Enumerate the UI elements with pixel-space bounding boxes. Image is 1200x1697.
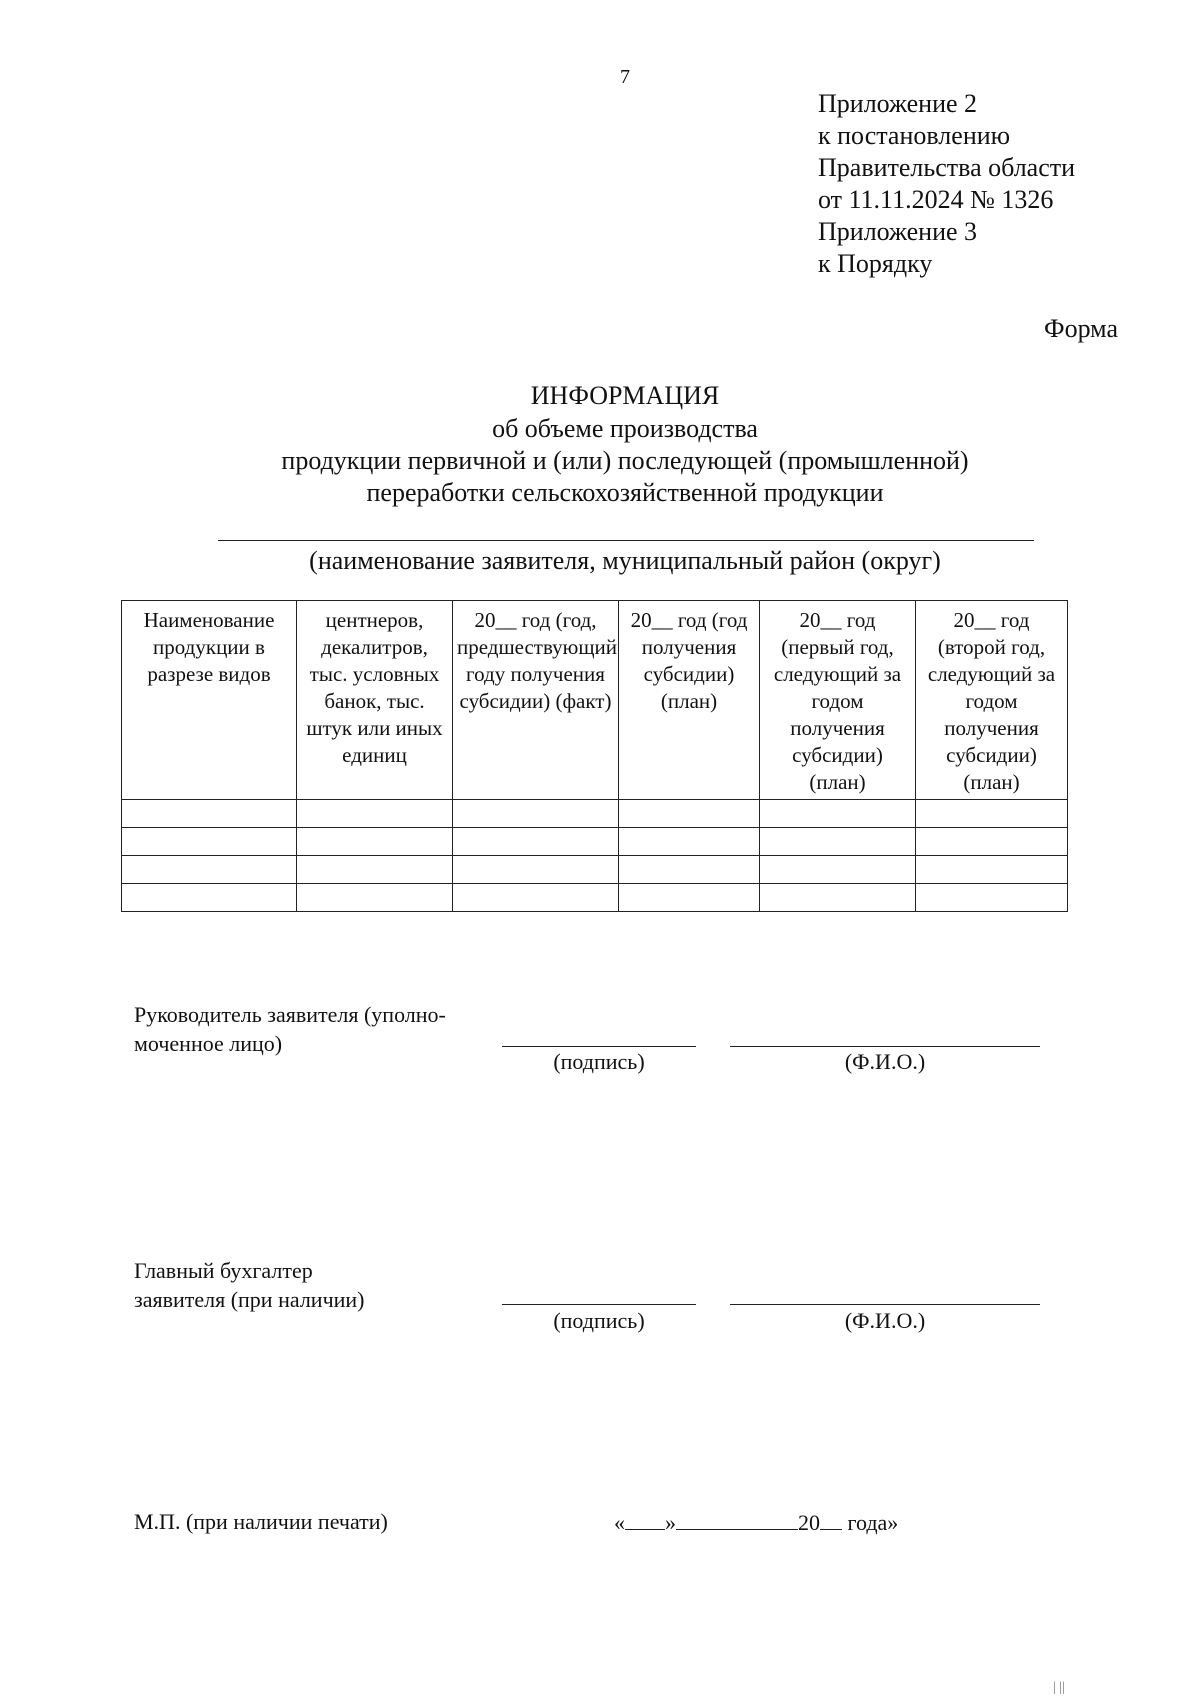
table-cell[interactable]: [619, 800, 760, 828]
table-cell[interactable]: [916, 800, 1068, 828]
column-header: Наименование продукции в разрезе видов: [122, 601, 297, 800]
year-suffix: года»: [842, 1510, 899, 1535]
table-cell[interactable]: [760, 828, 916, 856]
label-line: Главный бухгалтер: [134, 1258, 313, 1283]
appendix-line: Правительства области: [818, 153, 1076, 182]
production-table: [121, 600, 1068, 912]
table-cell[interactable]: [453, 800, 619, 828]
table-cell[interactable]: [619, 884, 760, 912]
table-row: [122, 884, 1068, 912]
accountant-name-field[interactable]: [730, 1304, 1040, 1305]
appendix-block: [818, 88, 1075, 280]
column-header: 20__ год (год, предшествующий году получения субсидии) (факт): [453, 601, 619, 800]
head-signature-field[interactable]: [502, 1046, 696, 1047]
name-caption: (Ф.И.О.): [844, 1049, 926, 1074]
table-cell[interactable]: [453, 828, 619, 856]
table-cell[interactable]: [453, 884, 619, 912]
label-line: заявителя (при наличии): [134, 1287, 365, 1312]
table-cell[interactable]: [916, 884, 1068, 912]
table-cell[interactable]: [916, 856, 1068, 884]
table-row: [122, 828, 1068, 856]
label-line: моченное лицо): [134, 1031, 283, 1056]
signature-caption: (подпись): [553, 1049, 645, 1074]
appendix-line: к постановлению: [818, 121, 1011, 150]
column-header: 20__ год (год получения субсидии) (план): [619, 601, 760, 800]
accountant-signature-field[interactable]: [502, 1304, 696, 1305]
accountant-signature-label: [134, 1256, 365, 1314]
column-header: 20__ год (второй год, следующий за годом получения субсидии) (план): [916, 601, 1068, 800]
document-subtitle-line: об объеме производства: [492, 414, 758, 443]
year-prefix: 20: [798, 1510, 820, 1535]
table-cell[interactable]: [297, 800, 453, 828]
appendix-line: Приложение 3: [818, 217, 978, 246]
table-cell[interactable]: [916, 828, 1068, 856]
document-subtitle-line: продукции первичной и (или) последующей (промышленной): [281, 446, 969, 475]
table-cell[interactable]: [297, 828, 453, 856]
table-row: [122, 856, 1068, 884]
form-label: Форма: [1044, 314, 1118, 343]
table-header-row: [122, 601, 1068, 800]
table-cell[interactable]: [122, 884, 297, 912]
table-cell[interactable]: [760, 800, 916, 828]
table-cell[interactable]: [122, 800, 297, 828]
applicant-caption: (наименование заявителя, муниципальный район (округ): [309, 546, 941, 575]
table-cell[interactable]: [297, 856, 453, 884]
page-number: 7: [620, 66, 630, 88]
year-blank[interactable]: [820, 1509, 842, 1530]
table-cell[interactable]: [619, 856, 760, 884]
appendix-line: Приложение 2: [818, 89, 978, 118]
date-close-quote: »: [665, 1510, 676, 1535]
day-blank[interactable]: [625, 1509, 665, 1530]
head-name-field[interactable]: [730, 1046, 1040, 1047]
head-signature-label: [134, 1000, 446, 1058]
label-line: Руководитель заявителя (уполно-: [134, 1002, 446, 1027]
column-header: 20__ год (первый год, следующий за годом получения субсидии) (план): [760, 601, 916, 800]
table-cell[interactable]: [453, 856, 619, 884]
stamp-label: М.П. (при наличии печати): [134, 1509, 388, 1534]
document-title: ИНФОРМАЦИЯ: [530, 381, 720, 410]
table-cell[interactable]: [122, 828, 297, 856]
appendix-line: от 11.11.2024 № 1326: [818, 185, 1054, 214]
name-caption: (Ф.И.О.): [844, 1308, 926, 1333]
date-field[interactable]: [614, 1509, 898, 1536]
table-row: [122, 800, 1068, 828]
table-cell[interactable]: [760, 884, 916, 912]
scan-edge-mark: | ||: [1053, 1680, 1065, 1695]
table-cell[interactable]: [760, 856, 916, 884]
month-blank[interactable]: [676, 1509, 798, 1530]
table-cell[interactable]: [122, 856, 297, 884]
document-subtitle-line: переработки сельскохозяйственной продукции: [366, 478, 884, 507]
table-cell[interactable]: [619, 828, 760, 856]
table-cell[interactable]: [297, 884, 453, 912]
signature-caption: (подпись): [553, 1308, 645, 1333]
column-header: центнеров, декалитров, тыс. условных банок, тыс. штук или иных единиц: [297, 601, 453, 800]
appendix-line: к Порядку: [818, 249, 933, 278]
date-open-quote: «: [614, 1510, 625, 1535]
applicant-name-field[interactable]: [218, 540, 1034, 541]
